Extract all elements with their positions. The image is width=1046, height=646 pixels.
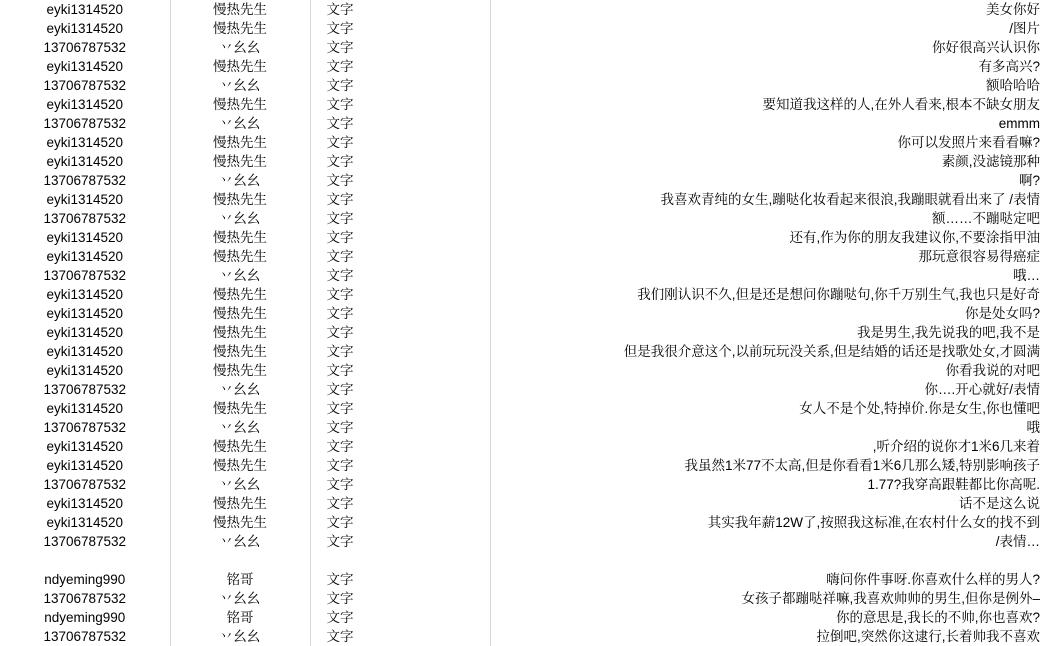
cell-sender-id: ndyeming990 xyxy=(0,608,170,627)
table-row xyxy=(0,266,1046,285)
cell-message-type: 文字 xyxy=(310,247,490,266)
table-row xyxy=(0,532,1046,551)
table-row xyxy=(0,418,1046,437)
table-row xyxy=(0,190,1046,209)
cell-sender-id: eyki1314520 xyxy=(0,361,170,380)
cell-nickname: 慢热先生 xyxy=(170,133,310,152)
cell-message-type: 文字 xyxy=(310,323,490,342)
cell-sender-id: 13706787532 xyxy=(0,114,170,133)
cell-message-text: 美女你好 xyxy=(986,2,1040,17)
cell-nickname: 慢热先生 xyxy=(170,190,310,209)
cell-message-type: 文字 xyxy=(310,0,490,19)
cell-sender-id: 13706787532 xyxy=(0,418,170,437)
table-row xyxy=(0,247,1046,266)
cell-sender-id: eyki1314520 xyxy=(0,95,170,114)
cell-sender-id: 13706787532 xyxy=(0,627,170,646)
cell-message-type: 文字 xyxy=(310,133,490,152)
cell-message-type: 文字 xyxy=(310,532,490,551)
cell-message-text: 要知道我这样的人,在外人看来,根本不缺女朋友 xyxy=(762,97,1040,112)
cell-nickname: 丷幺幺 xyxy=(170,380,310,399)
table-row xyxy=(0,399,1046,418)
cell-nickname: 丷幺幺 xyxy=(170,418,310,437)
cell-nickname: 慢热先生 xyxy=(170,0,310,19)
cell-message-text: 我是男生,我先说我的吧,我不是 xyxy=(856,325,1040,340)
table-row xyxy=(0,228,1046,247)
cell-message-type: 文字 xyxy=(310,437,490,456)
cell-nickname: 慢热先生 xyxy=(170,95,310,114)
cell-nickname: 丷幺幺 xyxy=(170,114,310,133)
cell-sender-id: eyki1314520 xyxy=(0,190,170,209)
cell-message-type: 文字 xyxy=(310,57,490,76)
cell-nickname: 丷幺幺 xyxy=(170,266,310,285)
table-row xyxy=(0,171,1046,190)
cell-message-type: 文字 xyxy=(310,570,490,589)
cell-message-type: 文字 xyxy=(310,513,490,532)
cell-nickname: 慢热先生 xyxy=(170,437,310,456)
cell-message-type: 文字 xyxy=(310,627,490,646)
cell-nickname: 慢热先生 xyxy=(170,285,310,304)
cell-message-type: 文字 xyxy=(310,342,490,361)
cell-message-type: 文字 xyxy=(310,608,490,627)
cell-sender-id: 13706787532 xyxy=(0,475,170,494)
cell-message-text: 额……不蹦哒定吧 xyxy=(932,211,1040,226)
cell-nickname: 丷幺幺 xyxy=(170,171,310,190)
table-row xyxy=(0,494,1046,513)
cell-nickname: 慢热先生 xyxy=(170,494,310,513)
table-row xyxy=(0,304,1046,323)
cell-sender-id: eyki1314520 xyxy=(0,437,170,456)
table-row xyxy=(0,437,1046,456)
cell-sender-id: eyki1314520 xyxy=(0,19,170,38)
cell-nickname: 铭哥 xyxy=(170,570,310,589)
cell-nickname: 丷幺幺 xyxy=(170,209,310,228)
cell-nickname: 丷幺幺 xyxy=(170,532,310,551)
cell-sender-id: eyki1314520 xyxy=(0,228,170,247)
cell-nickname: 丷幺幺 xyxy=(170,475,310,494)
cell-nickname: 慢热先生 xyxy=(170,342,310,361)
cell-message-type: 文字 xyxy=(310,418,490,437)
cell-message-text: 啊? xyxy=(1018,173,1040,188)
cell-message-text: 我虽然1米77不太高,但是你看看1米6几那么矮,特别影响孩子 xyxy=(684,458,1040,473)
cell-sender-id: eyki1314520 xyxy=(0,513,170,532)
cell-nickname: 慢热先生 xyxy=(170,247,310,266)
cell-sender-id: eyki1314520 xyxy=(0,0,170,19)
table-row xyxy=(0,57,1046,76)
cell-nickname: 慢热先生 xyxy=(170,228,310,247)
table-row xyxy=(0,380,1046,399)
cell-message-text: 女人不是个处,特掉价.你是女生,你也懂吧 xyxy=(799,401,1040,416)
table-row xyxy=(0,76,1046,95)
cell-nickname: 慢热先生 xyxy=(170,304,310,323)
table-row xyxy=(0,0,1046,19)
cell-sender-id: eyki1314520 xyxy=(0,304,170,323)
cell-sender-id: 13706787532 xyxy=(0,76,170,95)
cell-message-type: 文字 xyxy=(310,171,490,190)
cell-message-text: 话不是这么说 xyxy=(959,496,1040,511)
cell-sender-id xyxy=(0,551,170,570)
cell-nickname xyxy=(170,551,310,570)
cell-sender-id: eyki1314520 xyxy=(0,323,170,342)
cell-nickname: 慢热先生 xyxy=(170,57,310,76)
cell-message-type: 文字 xyxy=(310,76,490,95)
cell-message-text: 其实我年薪12W了,按照我这标准,在农村什么女的找不到 xyxy=(707,515,1040,530)
cell-nickname: 丷幺幺 xyxy=(170,38,310,57)
table-row xyxy=(0,133,1046,152)
table-row xyxy=(0,152,1046,171)
cell-sender-id: eyki1314520 xyxy=(0,342,170,361)
cell-sender-id: eyki1314520 xyxy=(0,57,170,76)
cell-sender-id: eyki1314520 xyxy=(0,152,170,171)
cell-message-text: 拉倒吧,突然你这逮行,长着帅我不喜欢 xyxy=(816,629,1040,644)
cell-sender-id: ndyeming990 xyxy=(0,570,170,589)
cell-message-text: 你的意思是,我长的不帅,你也喜欢? xyxy=(835,610,1040,625)
table-row-blank xyxy=(0,551,1046,570)
cell-message-text: 我喜欢青纯的女生,蹦哒化妆看起来很浪,我蹦眼就看出来了 /表情 xyxy=(660,192,1040,207)
cell-nickname: 丷幺幺 xyxy=(170,589,310,608)
cell-sender-id: eyki1314520 xyxy=(0,285,170,304)
cell-message-text: 哦 xyxy=(1026,420,1040,435)
cell-sender-id: eyki1314520 xyxy=(0,494,170,513)
cell-message-text: 1.77?我穿高跟鞋都比你高呢. xyxy=(867,477,1040,492)
cell-message-type: 文字 xyxy=(310,228,490,247)
cell-sender-id: 13706787532 xyxy=(0,171,170,190)
cell-message-type: 文字 xyxy=(310,190,490,209)
table-row xyxy=(0,627,1046,646)
cell-nickname: 慢热先生 xyxy=(170,19,310,38)
table-row xyxy=(0,209,1046,228)
cell-message-type: 文字 xyxy=(310,475,490,494)
table-row xyxy=(0,570,1046,589)
table-row xyxy=(0,342,1046,361)
cell-nickname: 丷幺幺 xyxy=(170,76,310,95)
cell-message-type: 文字 xyxy=(310,494,490,513)
table-row xyxy=(0,608,1046,627)
cell-message-type: 文字 xyxy=(310,95,490,114)
cell-nickname: 慢热先生 xyxy=(170,361,310,380)
table-row xyxy=(0,95,1046,114)
cell-message-text: 额哈哈哈 xyxy=(986,78,1040,93)
cell-message-text: ,听介绍的说你才1米6几来着 xyxy=(872,439,1040,454)
cell-sender-id: eyki1314520 xyxy=(0,247,170,266)
table-row xyxy=(0,38,1046,57)
cell-sender-id: eyki1314520 xyxy=(0,399,170,418)
cell-nickname: 慢热先生 xyxy=(170,323,310,342)
cell-message-text: 还有,作为你的朋友我建议你,不要涂指甲油 xyxy=(789,230,1040,245)
cell-message-text: /图片 xyxy=(1009,21,1040,36)
cell-nickname: 铭哥 xyxy=(170,608,310,627)
cell-message-text: 你是处女吗? xyxy=(964,306,1040,321)
cell-message-text xyxy=(490,551,1046,570)
cell-message-type: 文字 xyxy=(310,361,490,380)
table-row xyxy=(0,513,1046,532)
cell-message-text: 那玩意很容易得癌症 xyxy=(918,249,1040,264)
cell-message-text: 你可以发照片来看看嘛? xyxy=(897,135,1040,150)
cell-sender-id: 13706787532 xyxy=(0,380,170,399)
table-row xyxy=(0,475,1046,494)
table-row xyxy=(0,323,1046,342)
table-row xyxy=(0,285,1046,304)
cell-message-type xyxy=(310,551,490,570)
table-row xyxy=(0,456,1046,475)
cell-message-text: 女孩子都蹦哒祥嘛,我喜欢帅帅的男生,但你是例外– xyxy=(741,591,1040,606)
cell-message-type: 文字 xyxy=(310,456,490,475)
cell-message-text: 哦… xyxy=(1013,268,1040,283)
cell-nickname: 慢热先生 xyxy=(170,513,310,532)
cell-message-type: 文字 xyxy=(310,209,490,228)
table-row xyxy=(0,114,1046,133)
cell-sender-id: 13706787532 xyxy=(0,532,170,551)
cell-message-type: 文字 xyxy=(310,399,490,418)
cell-nickname: 丷幺幺 xyxy=(170,627,310,646)
cell-sender-id: 13706787532 xyxy=(0,589,170,608)
table-row xyxy=(0,19,1046,38)
table-row xyxy=(0,589,1046,608)
cell-nickname: 慢热先生 xyxy=(170,456,310,475)
cell-sender-id: 13706787532 xyxy=(0,209,170,228)
cell-message-text: 你….开心就好/表情 xyxy=(924,382,1040,397)
cell-sender-id: eyki1314520 xyxy=(0,456,170,475)
cell-sender-id: 13706787532 xyxy=(0,38,170,57)
cell-message-type: 文字 xyxy=(310,152,490,171)
cell-nickname: 慢热先生 xyxy=(170,152,310,171)
cell-sender-id: 13706787532 xyxy=(0,266,170,285)
cell-message-type: 文字 xyxy=(310,19,490,38)
cell-message-text: 我们刚认识不久,但是还是想问你蹦哒句,你千万别生气,我也只是好奇 xyxy=(637,287,1040,302)
cell-message-text: 但是我很介意这个,以前玩玩没关系,但是结婚的话还是找歌处女,才圆满 xyxy=(623,344,1040,359)
cell-message-text: 嗨问你件事呀.你喜欢什么样的男人? xyxy=(826,572,1040,587)
cell-message-type: 文字 xyxy=(310,114,490,133)
cell-message-type: 文字 xyxy=(310,589,490,608)
cell-message-text: emmm xyxy=(998,116,1040,131)
cell-message-text: /表情… xyxy=(995,534,1040,549)
cell-message-text: 素颜,没滤镜那种 xyxy=(941,154,1040,169)
cell-message-text: 有多高兴? xyxy=(978,59,1040,74)
cell-message-text: 你看我说的对吧 xyxy=(945,363,1040,378)
table-row xyxy=(0,361,1046,380)
cell-message-type: 文字 xyxy=(310,38,490,57)
cell-message-type: 文字 xyxy=(310,285,490,304)
cell-message-text: 你好很高兴认识你 xyxy=(932,40,1040,55)
cell-message-type: 文字 xyxy=(310,266,490,285)
cell-message-type: 文字 xyxy=(310,304,490,323)
cell-message-type: 文字 xyxy=(310,380,490,399)
cell-sender-id: eyki1314520 xyxy=(0,133,170,152)
cell-nickname: 慢热先生 xyxy=(170,399,310,418)
